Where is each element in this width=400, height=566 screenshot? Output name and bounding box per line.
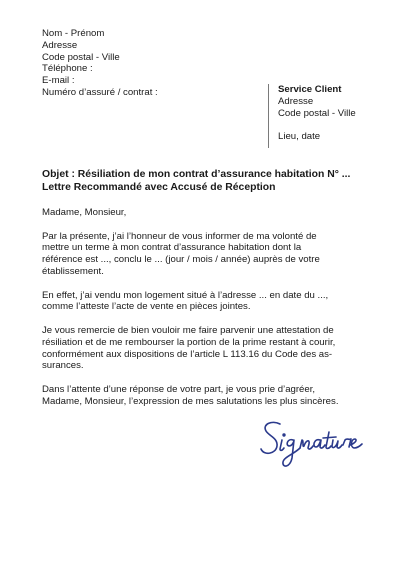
- sender-phone: Téléphone :: [42, 63, 93, 75]
- letter-subject: [42, 168, 382, 194]
- letter-body: [42, 207, 372, 419]
- place-date: Lieu, date: [278, 131, 321, 143]
- body-line: établissement.: [42, 265, 104, 277]
- recipient-spacer: [278, 119, 388, 131]
- recipient-name: Service Client: [278, 84, 342, 95]
- body-line: comme l’atteste l’acte de vente en pièces jointes.: [42, 301, 251, 313]
- subject-line-1: Objet : Résiliation de mon contrat d’assurance habitation N° ...: [42, 169, 351, 180]
- body-paragraph-3: [42, 325, 372, 372]
- sender-address: Adresse: [42, 39, 78, 51]
- subject-line-2: Lettre Recommandé avec Accusé de Réception: [42, 182, 276, 193]
- body-line: Par la présente, j’ai l’honneur de vous informer de ma volonté de: [42, 230, 317, 242]
- body-line: résiliation et de me rembourser la portion de la prime restant à courir,: [42, 336, 336, 348]
- body-line: Madame, Monsieur, l’expression de mes salutations les plus sincères.: [42, 395, 339, 407]
- sender-block: [42, 28, 242, 99]
- sender-contract-number: Numéro d’assuré / contrat :: [42, 86, 158, 98]
- body-line: surances.: [42, 360, 84, 372]
- sender-email: E-mail :: [42, 75, 75, 87]
- sender-name: Nom - Prénom: [42, 28, 105, 39]
- body-paragraph-1: [42, 231, 372, 278]
- sender-city: Code postal - Ville: [42, 51, 120, 63]
- handwritten-signature: [258, 418, 368, 474]
- recipient-address: Adresse: [278, 95, 314, 107]
- signature-graphic: [258, 418, 368, 474]
- body-line: Je vous remercie de bien vouloir me faire parvenir une attestation de: [42, 324, 334, 336]
- body-line: Dans l’attente d’une réponse de votre part, je vous prie d’agréer,: [42, 383, 316, 395]
- body-paragraph-2: [42, 290, 372, 314]
- body-line: conformément aux dispositions de l’article L 113.16 du Code des as-: [42, 348, 333, 360]
- body-paragraph-4: [42, 384, 372, 408]
- recipient-block: [268, 84, 388, 148]
- body-line: En effet, j’ai vendu mon logement situé à l’adresse ... en date du ...,: [42, 289, 329, 301]
- body-line: mettre un terme à mon contrat d’assurance habitation dont la: [42, 242, 302, 254]
- recipient-city: Code postal - Ville: [278, 107, 356, 119]
- salutation: Madame, Monsieur,: [42, 207, 127, 218]
- body-line: référence est ..., conclu le ... (jour / mois / année) auprès de votre: [42, 254, 320, 266]
